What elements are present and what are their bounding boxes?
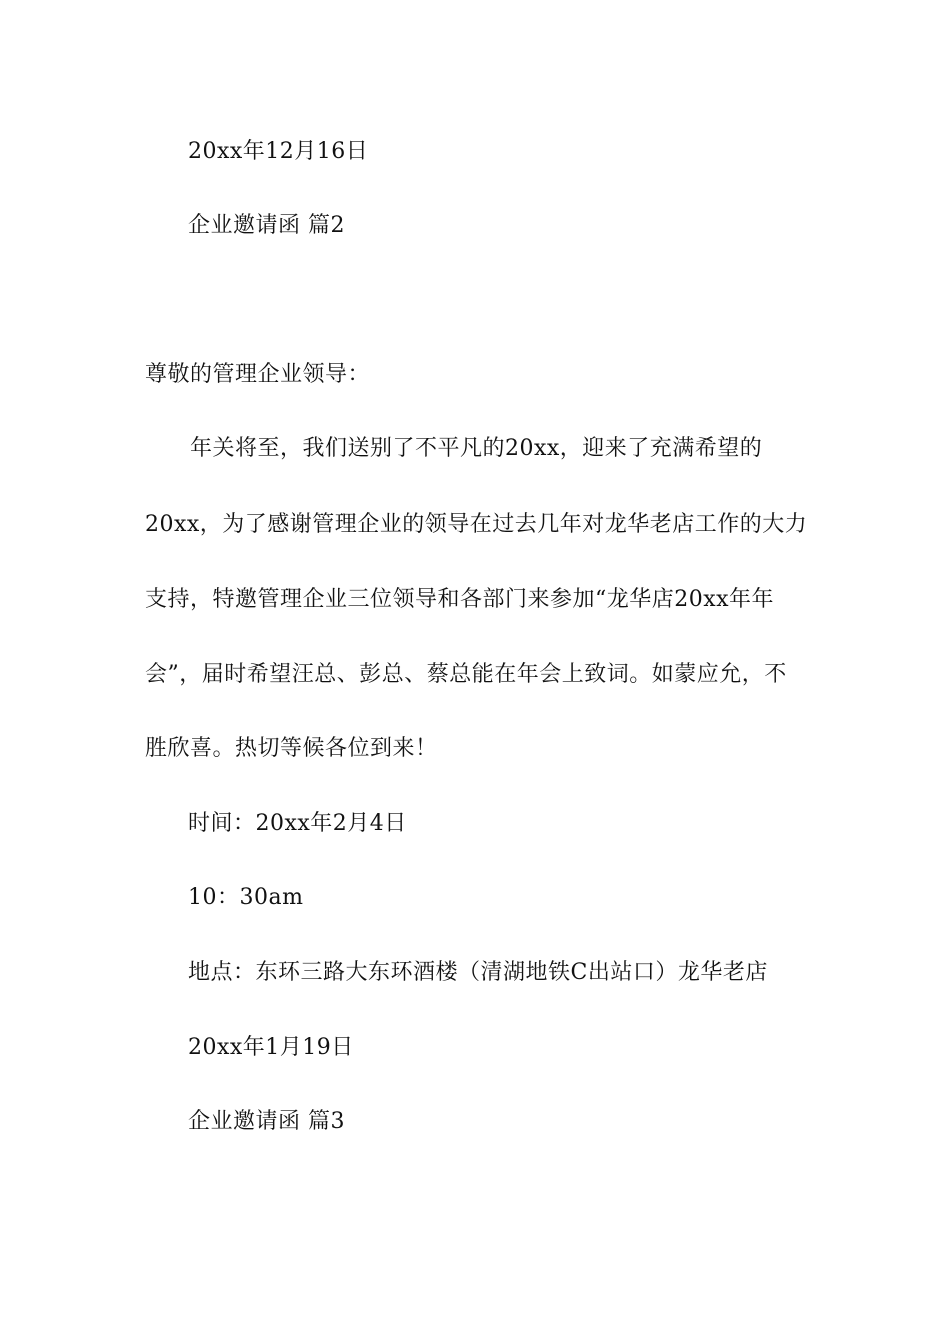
body-line: 年关将至，我们送别了不平凡的20xx，迎来了充满希望的 bbox=[190, 436, 763, 461]
event-location: 地点：东环三路大东环酒楼（清湖地铁C出站口）龙华老店 bbox=[188, 960, 768, 985]
letter-date: 20xx年1月19日 bbox=[188, 1035, 354, 1060]
body-line: 胜欣喜。热切等候各位到来！ bbox=[145, 736, 438, 761]
body-line: 会”，届时希望汪总、彭总、蔡总能在年会上致词。如蒙应允，不 bbox=[145, 662, 787, 687]
salutation: 尊敬的管理企业领导： bbox=[145, 362, 371, 387]
section-heading: 企业邀请函 篇2 bbox=[188, 213, 345, 238]
body-line: 20xx，为了感谢管理企业的领导在过去几年对龙华老店工作的大力 bbox=[145, 512, 808, 537]
event-time: 时间：20xx年2月4日 bbox=[188, 811, 407, 836]
letter-date: 20xx年12月16日 bbox=[188, 139, 369, 164]
section-heading: 企业邀请函 篇3 bbox=[188, 1109, 345, 1134]
body-line: 支持，特邀管理企业三位领导和各部门来参加“龙华店20xx年年 bbox=[145, 587, 775, 612]
event-time-detail: 10：30am bbox=[188, 885, 304, 910]
